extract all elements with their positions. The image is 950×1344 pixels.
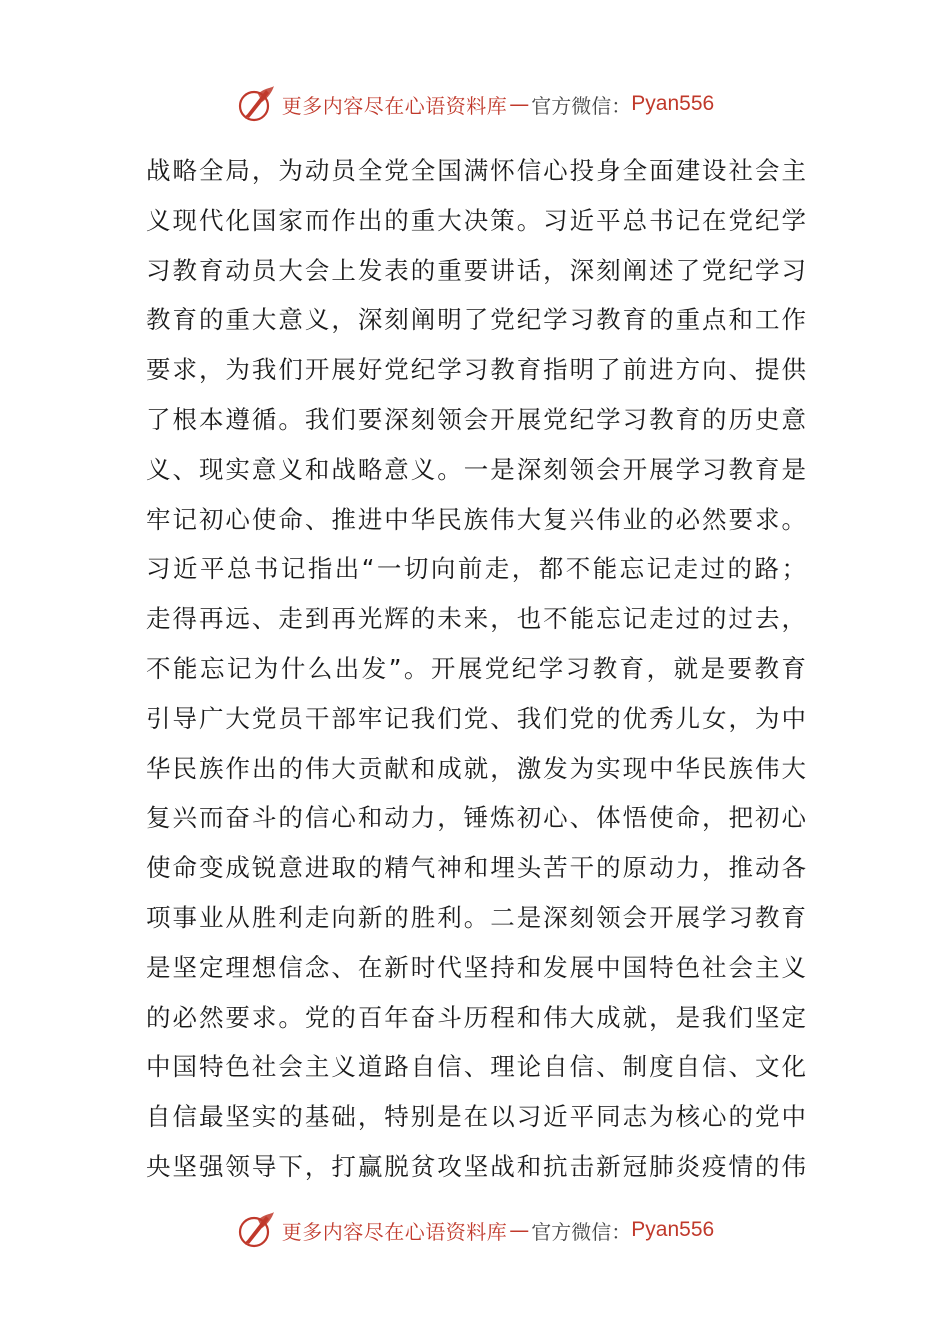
text-line: 习教育动员大会上发表的重要讲话，深刻阐述了党纪学习: [146, 255, 806, 285]
wechat-id: Pyan556: [631, 1218, 715, 1241]
watermark-dash: —: [509, 92, 530, 116]
document-body: [146, 146, 806, 1192]
wechat-id: Pyan556: [631, 92, 715, 115]
text-line: 不能忘记为什么出发”。开展党纪学习教育，就是要教育: [146, 653, 806, 683]
text-line: 走得再远、走到再光辉的未来，也不能忘记走过的过去，: [146, 604, 806, 634]
watermark-text: 更多内容尽在心语资料库: [281, 93, 508, 118]
text-line: 是坚定理想信念、在新时代坚持和发展中国特色社会主义: [146, 952, 806, 982]
text-line: 义、现实意义和战略意义。一是深刻领会开展学习教育是: [146, 454, 806, 484]
text-line: 引导广大党员干部牢记我们党、我们党的优秀儿女，为中: [146, 703, 806, 733]
quill-logo-icon: [236, 84, 276, 124]
text-line: 自信最坚实的基础，特别是在以习近平同志为核心的党中: [146, 1102, 806, 1132]
text-line: 牢记初心使命、推进中华民族伟大复兴伟业的必然要求。: [146, 504, 806, 534]
text-line: 义现代化国家而作出的重大决策。习近平总书记在党纪学: [146, 205, 806, 235]
text-line: 使命变成锐意进取的精气神和埋头苦干的原动力，推动各: [146, 853, 806, 883]
text-line: 项事业从胜利走向新的胜利。二是深刻领会开展学习教育: [146, 902, 806, 932]
text-line: 战略全局，为动员全党全国满怀信心投身全面建设社会主: [146, 156, 806, 185]
text-line: 的必然要求。党的百年奋斗历程和伟大成就，是我们坚定: [146, 1002, 806, 1032]
quill-logo-icon: [236, 1210, 276, 1250]
text-line: 习近平总书记指出“一切向前走，都不能忘记走过的路；: [146, 554, 806, 584]
footer-watermark: [0, 1208, 950, 1252]
text-line: 复兴而奋斗的信心和动力，锤炼初心、体悟使命，把初心: [146, 803, 806, 833]
text-line: 教育的重大意义，深刻阐明了党纪学习教育的重点和工作: [146, 305, 806, 335]
text-line: 中国特色社会主义道路自信、理论自信、制度自信、文化: [146, 1052, 806, 1082]
header-watermark: [0, 82, 950, 126]
text-line: 央坚强领导下，打赢脱贫攻坚战和抗击新冠肺炎疫情的伟: [146, 1151, 806, 1181]
text-line: 华民族作出的伟大贡献和成就，激发为实现中华民族伟大: [146, 753, 806, 783]
watermark-dash: —: [509, 1218, 530, 1242]
text-line: 了根本遵循。我们要深刻领会开展党纪学习教育的历史意: [146, 404, 806, 434]
text-line: 要求，为我们开展好党纪学习教育指明了前进方向、提供: [146, 355, 806, 385]
watermark-text: 更多内容尽在心语资料库: [281, 1219, 508, 1244]
wechat-label: 官方微信：: [531, 1219, 632, 1244]
wechat-label: 官方微信：: [531, 93, 632, 118]
